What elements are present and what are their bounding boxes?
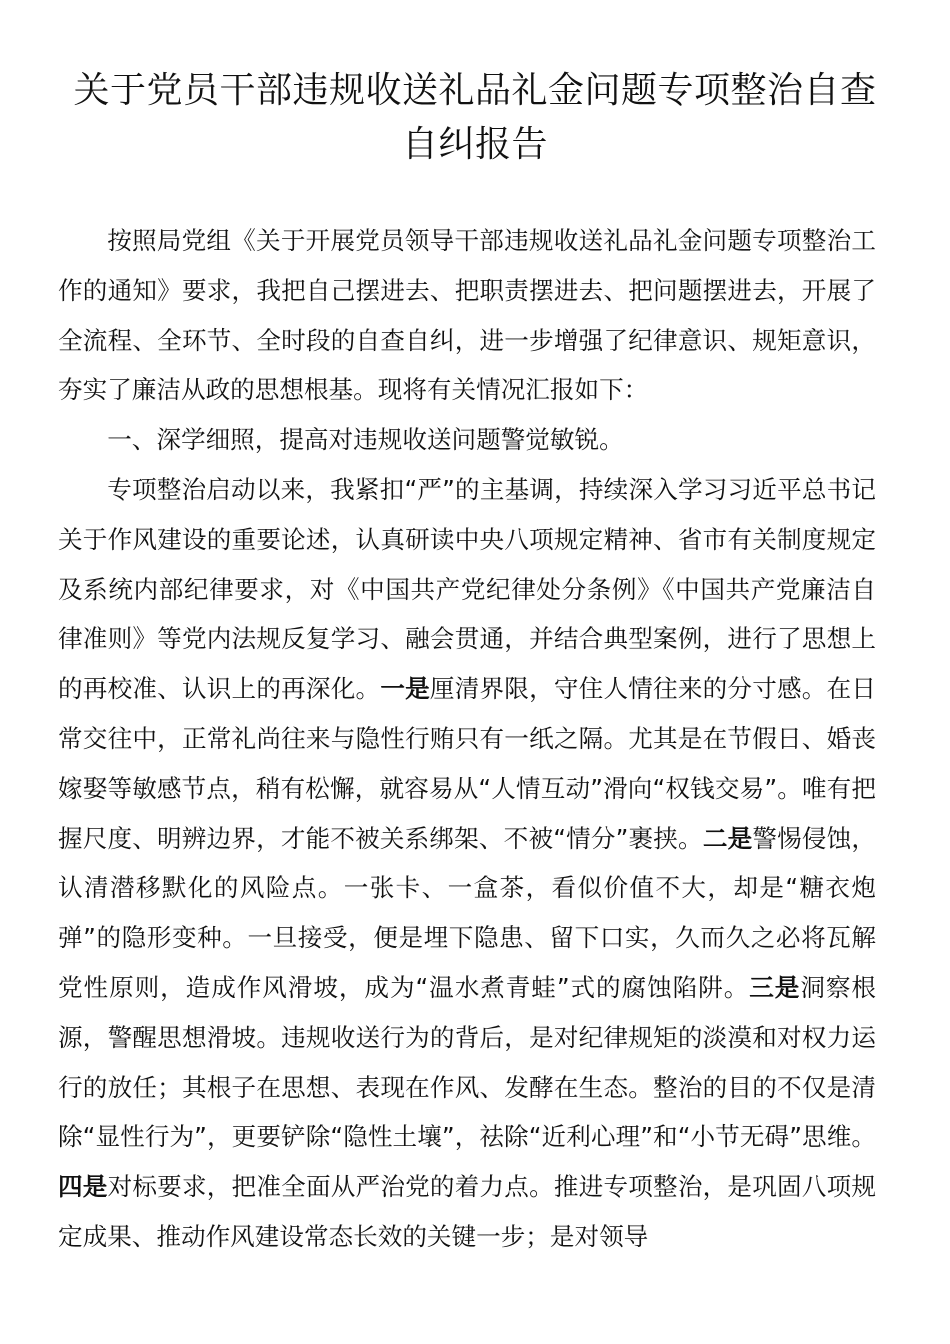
section-1-paragraph	[58, 465, 876, 1262]
paragraph-text: 警惕侵蚀，认清潜移默化的风险点。一张卡、一盒茶，看似价值不大，却是“糖衣炮弹”的隐形变种。一旦接受，便是埋下隐患、留下口实，久而久之必将瓦解党性原则，造成作风滑坡，成为“温水煮青蛙”式的腐蚀陷阱。	[58, 823, 876, 1002]
paragraph-text: 厘清界限，守住人情往来的分寸感。在日常交往中，正常礼尚往来与隐性行贿只有一纸之隔。尤其是在节假日、婚丧嫁娶等敏感节点，稍有松懈，就容易从“人情互动”滑向“权钱交易”。唯有把握尺度、明辨边界，才能不被关系绑架、不被“情分”裹挟。	[58, 674, 876, 853]
section-heading-1: 一、深学细照，提高对违规收送问题警觉敏锐。	[107, 425, 624, 455]
paragraph-text: 洞察根源，警醒思想滑坡。违规收送行为的背后，是对纪律规矩的淡漠和对权力运行的放任；其根子在思想、表现在作风、发酵在生态。整治的目的不仅是清除“显性行为”，更要铲除“隐性土壤”，祛除“近利心理”和“小节无碍”思维。	[58, 972, 876, 1152]
point-label-1: 一是	[380, 674, 430, 704]
point-label-3: 三是	[749, 972, 801, 1002]
document-title: 关于党员干部违规收送礼品礼金问题专项整治自查自纠报告	[73, 70, 877, 165]
document-body	[58, 216, 876, 1262]
paragraph-text: 专项整治启动以来，我紧扣“严”的主基调，持续深入学习习近平总书记关于作风建设的重要论述，认真研读中央八项规定精神、省市有关制度规定及系统内部纪律要求，对《中国共产党纪律处分条例》《中国共产党廉洁自律准则》等党内法规反复学习、融会贯通，并结合典型案例，进行了思想上的再校准、认识上的再深化。	[58, 474, 876, 704]
intro-paragraph: 按照局党组《关于开展党员领导干部违规收送礼品礼金问题专项整治工作的通知》要求，我把自己摆进去、把职责摆进去、把问题摆进去，开展了全流程、全环节、全时段的自查自纠，进一步增强了纪律意识、规矩意识，夯实了廉洁从政的思想根基。现将有关情况汇报如下：	[58, 226, 876, 405]
point-label-4: 四是	[58, 1172, 108, 1202]
point-label-2: 二是	[702, 823, 753, 853]
paragraph-text: 对标要求，把准全面从严治党的着力点。推进专项整治，是巩固八项规定成果、推动作风建设常态长效的关键一步；是对领导	[58, 1172, 876, 1251]
